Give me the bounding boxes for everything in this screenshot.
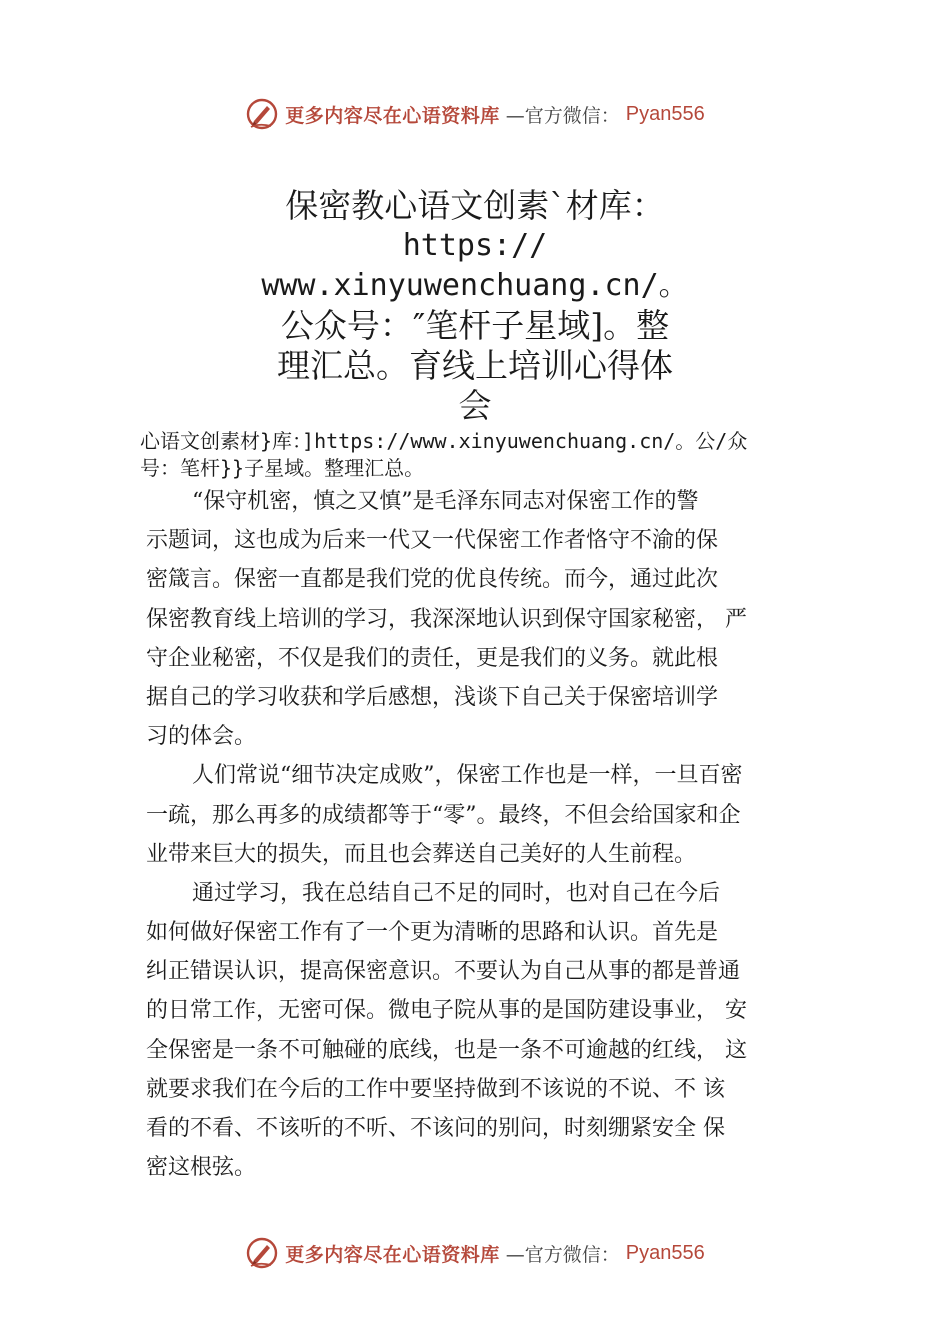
banner-wechat-label: —官方微信： xyxy=(505,104,620,127)
title-line: 会 xyxy=(458,386,492,425)
document-body xyxy=(146,482,826,1187)
pen-on-paper-logo-icon xyxy=(245,1236,279,1270)
body-line: 看的不看、不该听的不听、不该问的别问，时刻绷紧安全 保 xyxy=(146,1116,725,1141)
body-line: 据自己的学习收获和学后感想，浅谈下自己关于保密培训学 xyxy=(146,684,719,710)
paragraph-1 xyxy=(146,482,826,756)
body-line: 纠正错误认识，提高保密意识。不要认为自己从事的都是普通 xyxy=(146,959,741,985)
banner-wechat-label: —官方微信： xyxy=(505,1243,620,1266)
body-line: 一疏，那么再多的成绩都等于“零”。最终，不但会给国家和企 xyxy=(146,802,741,828)
banner-brand-text: 更多内容尽在心语资料库 xyxy=(285,104,500,127)
body-line: 全保密是一条不可触碰的底线，也是一条不可逾越的红线， 这 xyxy=(146,1037,747,1063)
body-line: 如何做好保密工作有了一个更为清晰的思路和认识。首先是 xyxy=(146,920,719,946)
source-note-line: 号：笔杆}}子星域。整理汇总。 xyxy=(140,456,425,480)
paragraph-2 xyxy=(146,756,826,874)
banner-wechat-id: Pyan556 xyxy=(625,102,705,125)
footer-banner xyxy=(0,1233,950,1273)
body-line: 密箴言。保密一直都是我们党的优良传统。而今，通过此次 xyxy=(146,567,719,593)
title-line: 理汇总。育线上培训心得体 xyxy=(277,346,673,385)
body-line: 业带来巨大的损失，而且也会葬送自己美好的人生前程。 xyxy=(146,841,697,867)
header-banner xyxy=(0,94,950,134)
banner-wechat-id: Pyan556 xyxy=(625,1241,705,1264)
body-line: 示题词，这也成为后来一代又一代保密工作者恪守不渝的保 xyxy=(146,528,719,554)
body-line: 人们常说“细节决定成败”，保密工作也是一样，一旦百密 xyxy=(192,763,743,789)
body-line: 守企业秘密，不仅是我们的责任，更是我们的义务。就此根 xyxy=(146,645,719,671)
pen-on-paper-logo-icon xyxy=(245,97,279,131)
source-note-line: 心语文创素材}库：]https://www.xinyuwenchuang.cn/。公/众 xyxy=(140,429,748,453)
body-line: “保守机密，慎之又慎”是毛泽东同志对保密工作的警 xyxy=(192,489,699,514)
body-line: 就要求我们在今后的工作中要坚持做到不该说的不说、不 该 xyxy=(146,1076,725,1102)
title-line: www.xinyuwenchuang.cn/。 xyxy=(261,268,689,303)
body-line: 保密教育线上培训的学习，我深深地认识到保守国家秘密， 严 xyxy=(146,606,747,632)
title-line: https:// xyxy=(402,228,548,263)
body-line: 习的体会。 xyxy=(146,724,257,750)
body-line: 的日常工作，无密可保。微电子院从事的是国防建设事业， 安 xyxy=(146,998,747,1024)
body-line: 通过学习，我在总结自己不足的同时，也对自己在今后 xyxy=(192,880,721,906)
title-line: 保密教心语文创素`材库： xyxy=(285,186,665,225)
banner-brand-text: 更多内容尽在心语资料库 xyxy=(285,1243,500,1266)
source-note xyxy=(140,428,840,482)
paragraph-3 xyxy=(146,874,826,1188)
title-line: 公众号：″笔杆子星域]。整 xyxy=(280,306,670,345)
document-title xyxy=(225,186,725,426)
body-line: 密这根弦。 xyxy=(146,1155,257,1181)
